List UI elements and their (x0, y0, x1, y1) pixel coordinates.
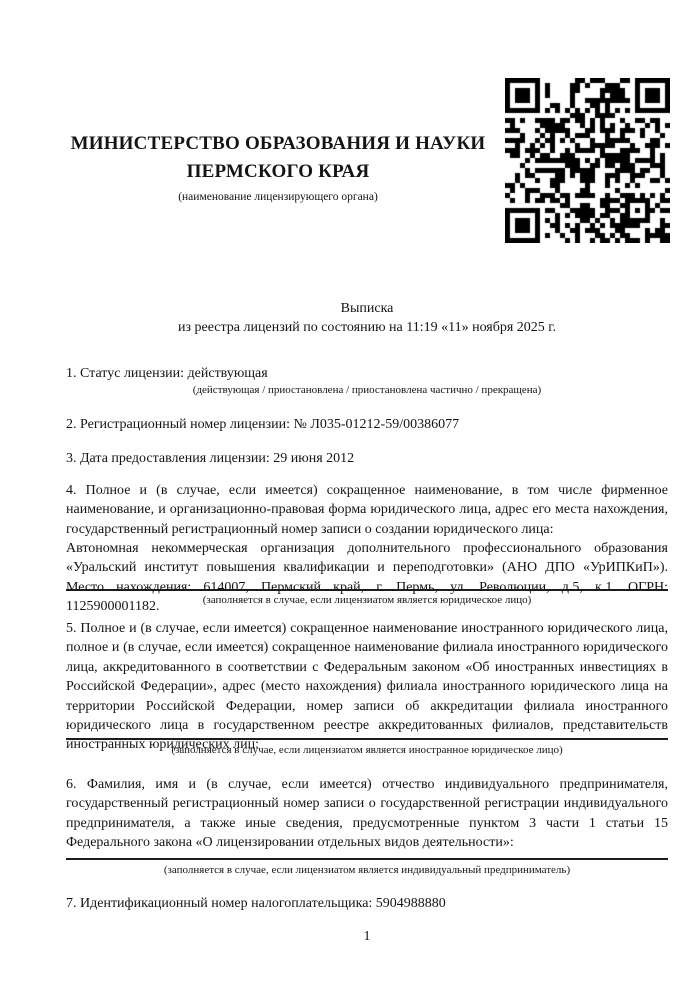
document-title (66, 299, 668, 338)
registration-number-line: 2. Регистрационный номер лицензии: № Л035-01212-59/00386077 (66, 417, 460, 432)
legal-entity-value: Автономная некоммерческая организация дополнительного профессионального образования «Уральский институт повышения квалификации и переподготовки» (АНО ДПО «УрИПКиП»). Место нахождения: 614007, Пермский край, г. Пермь, ул. Революции, д.5, к.1. ОГРН: 1125900001182. (66, 541, 668, 615)
entrepreneur-underline (66, 858, 668, 860)
title-line1: Выписка (340, 301, 394, 316)
page-number: 1 (363, 929, 371, 944)
ministry-header (66, 130, 490, 205)
qr-code-icon (505, 78, 670, 243)
qr-code (505, 78, 670, 243)
legal-entity-underline (66, 589, 668, 591)
grant-date-line: 3. Дата предоставления лицензии: 29 июня 2012 (66, 451, 355, 466)
legal-entity-label: 4. Полное и (в случае, если имеется) сокращенное наименование, в том числе фирменное наименование, и организационно-правовая форма юридического лица, адрес его места нахождения, государственный регистрационный номер записи о создании юридического лица: (66, 483, 668, 537)
ministry-name-line2: ПЕРМСКОГО КРАЯ (186, 161, 370, 182)
license-status-caption: (действующая / приостановлена / приостановлена частично / прекращена) (192, 384, 542, 396)
foreign-entity-caption: (заполняется в случае, если лицензиатом является иностранное юридическое лицо) (171, 744, 563, 756)
taxpayer-id-line: 7. Идентификационный номер налогоплательщика: 5904988880 (66, 896, 446, 911)
license-status-line: 1. Статус лицензии: действующая (66, 366, 268, 381)
entrepreneur-label: 6. Фамилия, имя и (в случае, если имеется) отчество индивидуального предпринимателя, государственный регистрационный номер записи о государственной регистрации индивидуального предпринимателя, а также иные сведения, предусмотренные пунктом 3 части 1 статьи 15 Федерального закона «О лицензировании отдельных видов деятельности»: (66, 777, 668, 851)
ministry-caption: (наименование лицензирующего органа) (178, 191, 378, 203)
legal-entity-caption: (заполняется в случае, если лицензиатом является юридическое лицо) (202, 594, 532, 606)
title-line2: из реестра лицензий по состоянию на 11:19 «11» ноября 2025 г. (178, 320, 556, 336)
entrepreneur-caption: (заполняется в случае, если лицензиатом является индивидуальный предприниматель) (163, 864, 571, 876)
foreign-entity-label: 5. Полное и (в случае, если имеется) сокращенное наименование иностранного юридического лица, полное и (в случае, если имеется) сокращенное наименование филиала иностранного юридического лица, аккредитованного в соответствии с Федеральным законом «Об иностранных инвестициях в Российской Федерации», адрес (место нахождения) филиала иностранного юридического лица на территории Российской Федерации, номер записи об аккредитации филиала иностранного юридического лица в государственном реестре аккредитованных филиалов, представительств иностранных юридических лиц: (66, 621, 668, 753)
ministry-name-line1: МИНИСТЕРСТВО ОБРАЗОВАНИЯ И НАУКИ (70, 133, 486, 154)
foreign-entity-underline (66, 738, 668, 740)
